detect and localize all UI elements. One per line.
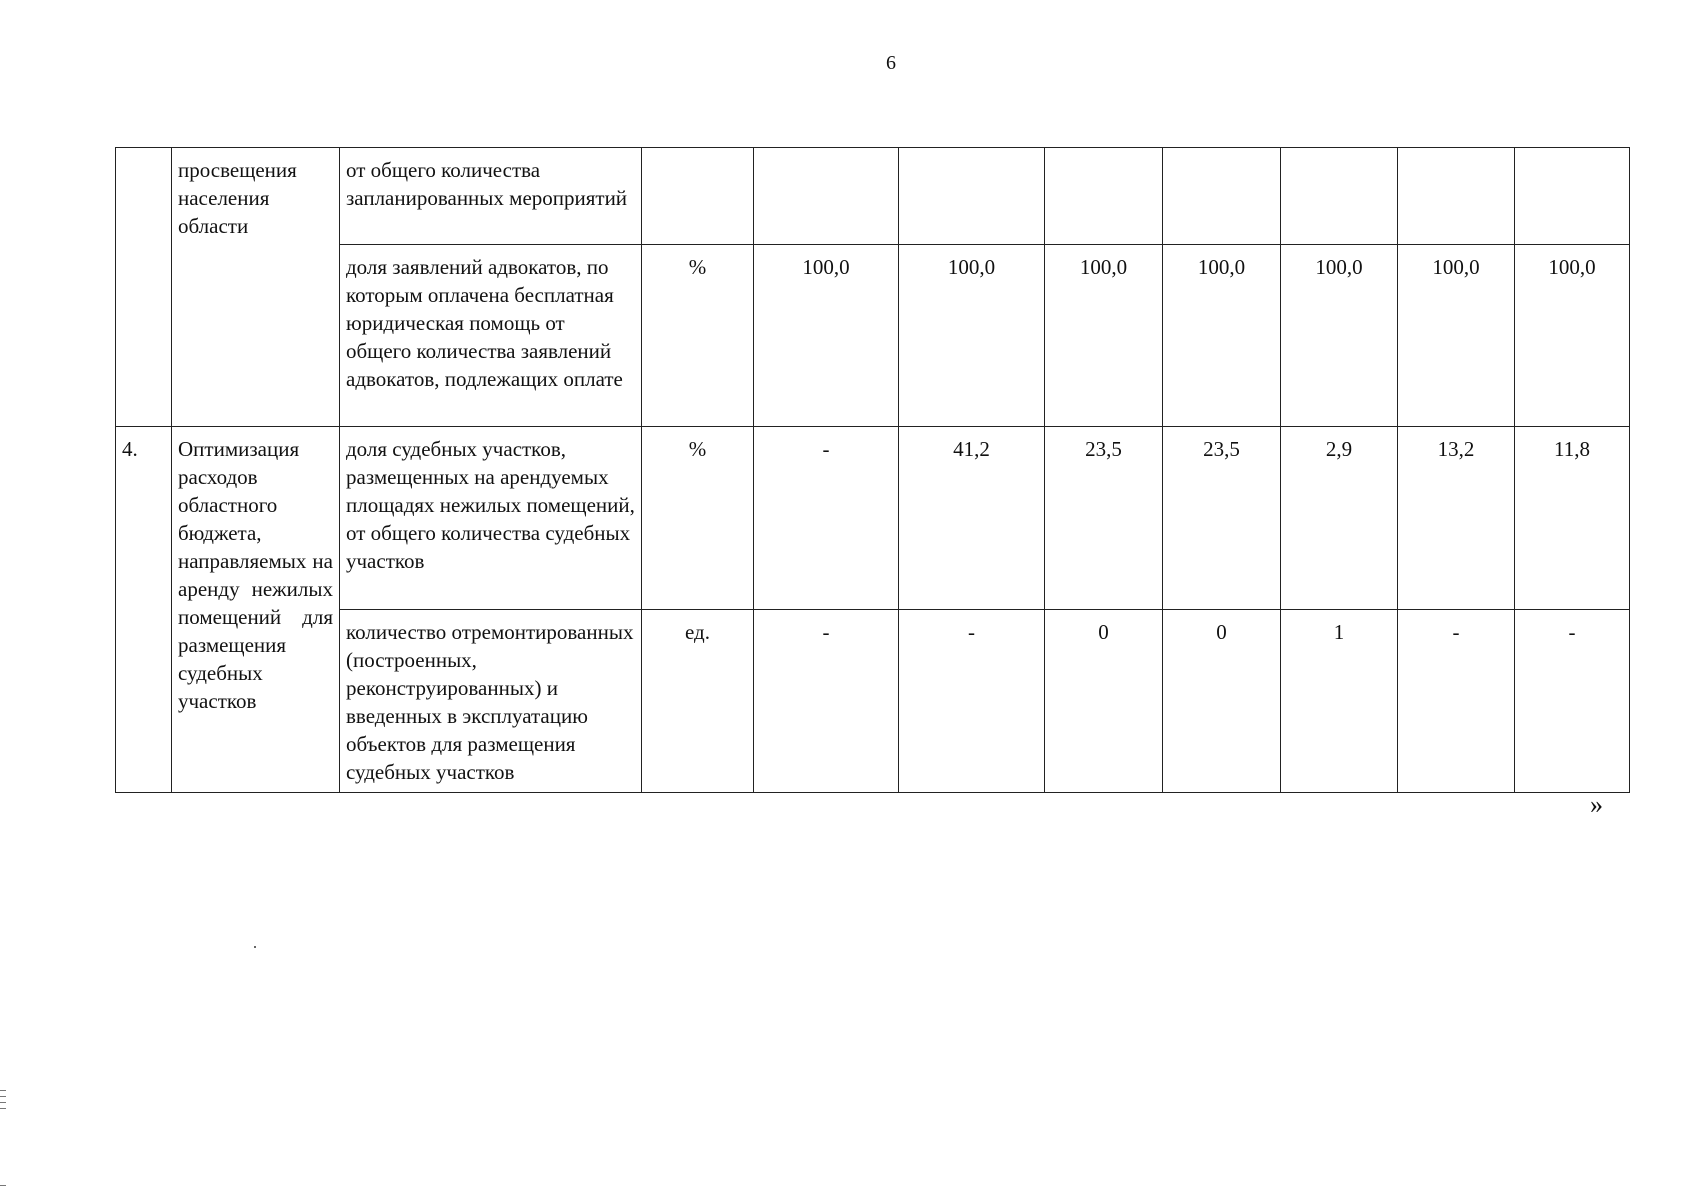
- value-cell: [1045, 148, 1163, 245]
- table-row: [116, 148, 1630, 245]
- table-row: [116, 427, 1630, 610]
- table-row: [116, 245, 1630, 427]
- goal-cell: просвещения населения области: [172, 148, 340, 427]
- row-number-cell: 4.: [116, 427, 172, 793]
- value-cell: [754, 148, 899, 245]
- indicator-cell: количество отремонтированных (построенных, реконструированных) и введенных в эксплуатацию объектов для размещения судебных участков: [340, 610, 642, 793]
- scan-edge-mark: [0, 1096, 6, 1097]
- value-cell: 41,2: [899, 427, 1045, 610]
- value-cell: [1398, 148, 1515, 245]
- value-cell: 100,0: [1398, 245, 1515, 427]
- value-cell: [1281, 148, 1398, 245]
- value-cell: 100,0: [1045, 245, 1163, 427]
- value-cell: -: [1515, 610, 1630, 793]
- value-cell: -: [754, 427, 899, 610]
- value-cell: 1: [1281, 610, 1398, 793]
- closing-quote: »: [1590, 790, 1603, 819]
- unit-cell: [642, 148, 754, 245]
- value-cell: 2,9: [1281, 427, 1398, 610]
- indicator-cell: от общего количества запланированных мероприятий: [340, 148, 642, 245]
- page-number: 6: [886, 52, 896, 74]
- indicator-cell: доля заявлений адвокатов, по которым оплачена бесплатная юридическая помощь от общего количества заявлений адвокатов, подлежащих оплате: [340, 245, 642, 427]
- scan-edge-mark: [0, 1185, 6, 1186]
- value-cell: 100,0: [899, 245, 1045, 427]
- value-cell: [1515, 148, 1630, 245]
- goal-cell: Оптимизация расходов областного бюджета, направляемых на аренду нежилых помещений для размещения судебных участков: [172, 427, 340, 793]
- scan-speck: [254, 946, 256, 948]
- value-cell: -: [899, 610, 1045, 793]
- value-cell: 100,0: [1281, 245, 1398, 427]
- value-cell: 100,0: [1515, 245, 1630, 427]
- value-cell: 23,5: [1163, 427, 1281, 610]
- unit-cell: %: [642, 427, 754, 610]
- value-cell: 0: [1163, 610, 1281, 793]
- value-cell: 0: [1045, 610, 1163, 793]
- indicator-cell: доля судебных участков, размещенных на арендуемых площадях нежилых помещений, от общего количества судебных участков: [340, 427, 642, 610]
- table-row: [116, 610, 1630, 793]
- value-cell: 11,8: [1515, 427, 1630, 610]
- scan-edge-mark: [0, 1102, 6, 1103]
- value-cell: 23,5: [1045, 427, 1163, 610]
- value-cell: [899, 148, 1045, 245]
- unit-cell: ед.: [642, 610, 754, 793]
- value-cell: [1163, 148, 1281, 245]
- value-cell: 100,0: [1163, 245, 1281, 427]
- scan-edge-mark: [0, 1090, 6, 1091]
- value-cell: 100,0: [754, 245, 899, 427]
- unit-cell: %: [642, 245, 754, 427]
- scan-edge-mark: [0, 1108, 6, 1109]
- value-cell: -: [1398, 610, 1515, 793]
- row-number-cell: [116, 148, 172, 427]
- value-cell: -: [754, 610, 899, 793]
- value-cell: 13,2: [1398, 427, 1515, 610]
- indicators-table: [115, 147, 1630, 793]
